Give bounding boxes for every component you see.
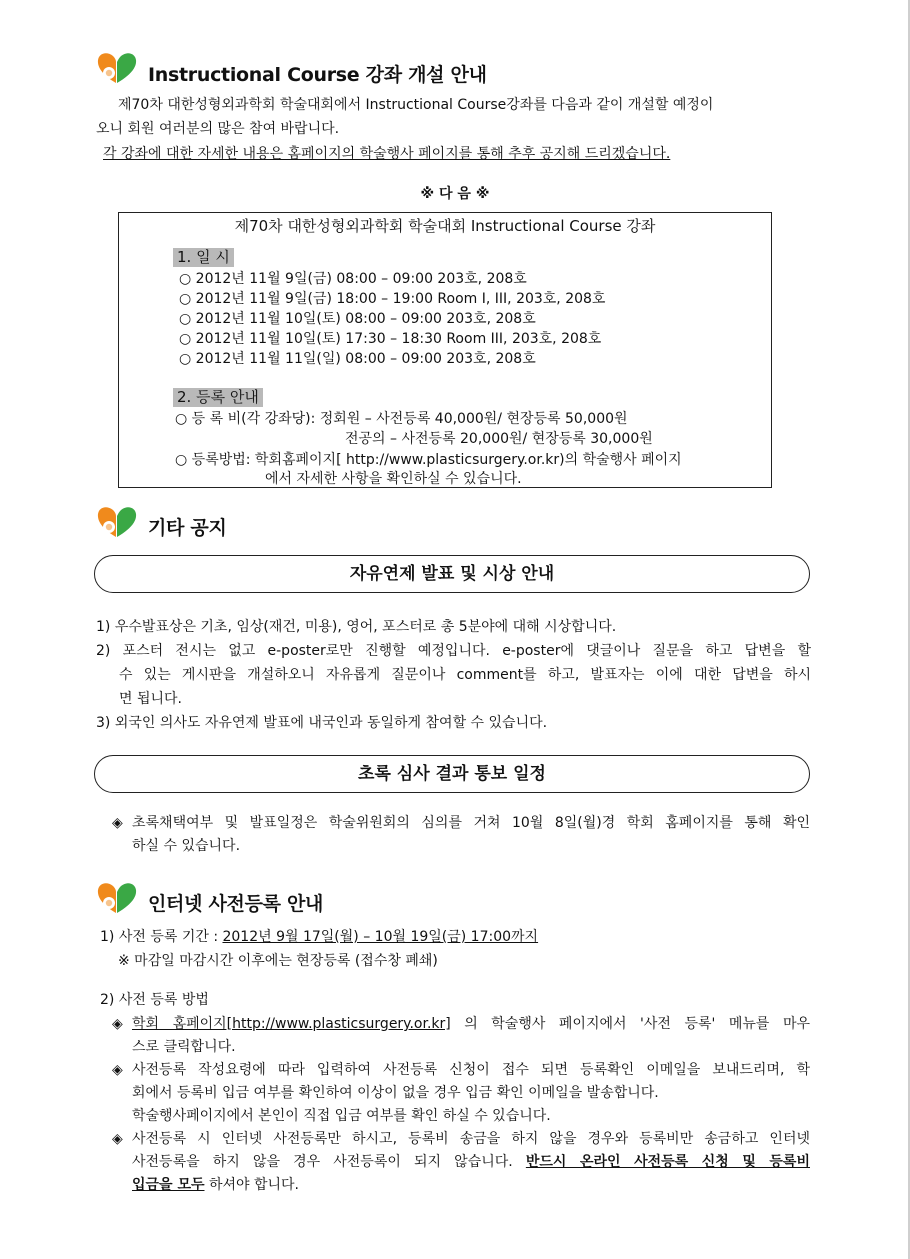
schedule-item: ○ 2012년 11월 10일(토) 08:00 – 09:00 203호, 208호 [179, 311, 536, 327]
section-title-instructional-course: Instructional Course 강좌 개설 안내 [148, 64, 487, 86]
free-paper-list [96, 615, 811, 735]
schedule-heading: 1. 일 시 [173, 248, 234, 267]
abstract-notice [112, 812, 812, 858]
method-line [132, 1013, 810, 1036]
period-value: 2012년 9월 17일(월) – 10월 19일(금) 17:00까지 [222, 929, 539, 945]
period-label: 1) 사전 등록 기간 : [100, 929, 223, 945]
intro-line: 제70차 대한성형외과학회 학술대회에서 Instructional Course강좌를 다음과 같이 개설할 예정이 [118, 97, 714, 113]
box-title: 제70차 대한성형외과학회 학술대회 Instructional Course 강좌 [234, 217, 656, 235]
method-line: 사전등록 작성요령에 따라 입력하여 사전등록 신청이 접수 되면 등록확인 이메일을 보내드리며, 학 [132, 1062, 810, 1078]
fee-line: 전공의 – 사전등록 20,000원/ 현장등록 30,000원 [345, 431, 653, 447]
society-logo-icon [96, 880, 138, 916]
abstract-result-heading: 초록 심사 결과 통보 일정 [94, 755, 810, 793]
method-label: 2) 사전 등록 방법 [100, 992, 209, 1008]
society-logo-icon [96, 504, 138, 540]
abstract-line: 하실 수 있습니다. [132, 838, 241, 854]
method-line [132, 1151, 810, 1174]
next-label: ※ 다 음 ※ [420, 186, 490, 202]
homepage-link[interactable]: 학회 홈페이지[http://www.plasticsurgery.or.kr] [132, 1016, 451, 1032]
schedule-item: ○ 2012년 11월 11일(일) 08:00 – 09:00 203호, 208호 [179, 351, 536, 367]
registration-period [100, 925, 538, 949]
diamond-bullet-icon: ◈ [112, 815, 123, 831]
method-text: 의 학술행사 페이지에서 '사전 등록' 메뉴를 마우 [450, 1016, 810, 1032]
method-text: 하셔야 합니다. [204, 1177, 299, 1193]
emphasis-text: 반드시 온라인 사전등록 신청 및 등록비 [525, 1154, 810, 1170]
schedule-item: ○ 2012년 11월 9일(금) 18:00 – 19:00 Room I, III, 203호, 208호 [179, 291, 606, 307]
section-title-online-registration: 인터넷 사전등록 안내 [148, 893, 324, 915]
intro-notice: 각 강좌에 대한 자세한 내용은 홈페이지의 학술행사 페이지를 통해 추후 공지해 드리겠습니다. [103, 146, 671, 162]
list-item: 수 있는 게시판을 개설하오니 자유롭게 질문이나 comment를 하고, 발표자는 이에 대한 답변을 하시 [119, 667, 811, 683]
diamond-bullet-icon: ◈ [112, 1062, 123, 1078]
method-line [132, 1174, 810, 1197]
method-line: 사전등록 시 인터넷 사전등록만 하시고, 등록비 송금을 하지 않을 경우와 등록비만 송금하고 인터넷 [132, 1131, 810, 1147]
method-line: 에서 자세한 사항을 확인하실 수 있습니다. [265, 471, 522, 487]
list-item: 2) 포스터 전시는 없고 e-poster로만 진행할 예정입니다. e-poster에 댓글이나 질문을 하고 답변을 할 [96, 643, 811, 659]
fee-line: ○ 등 록 비(각 강좌당): 정회원 – 사전등록 40,000원/ 현장등록 50,000원 [175, 411, 628, 427]
method-bullet [112, 1059, 812, 1129]
section-title-other-notices: 기타 공지 [148, 517, 227, 539]
method-text: 사전등록을 하지 않을 경우 사전등록이 되지 않습니다. [132, 1154, 526, 1170]
society-logo-icon [96, 50, 138, 86]
method-line: 스로 클릭합니다. [132, 1039, 236, 1055]
period-note: ※ 마감일 마감시간 이후에는 현장등록 (접수창 폐쇄) [118, 953, 438, 969]
list-item: 면 됩니다. [119, 691, 182, 707]
diamond-bullet-icon: ◈ [112, 1016, 123, 1032]
method-line: 학술행사페이지에서 본인이 직접 입금 여부를 확인 하실 수 있습니다. [132, 1108, 551, 1124]
method-bullet [112, 1013, 812, 1059]
list-item: 3) 외국인 의사도 자유연제 발표에 내국인과 동일하게 참여할 수 있습니다. [96, 715, 548, 731]
abstract-line: 초록채택여부 및 발표일정은 학술위원회의 심의를 거쳐 10월 8일(월)경 학회 홈페이지를 통해 확인 [132, 815, 810, 831]
method-line: 회에서 등록비 입금 여부를 확인하여 이상이 없을 경우 입금 확인 이메일을 발송합니다. [132, 1085, 659, 1101]
registration-heading: 2. 등록 안내 [173, 388, 263, 407]
intro-line: 오니 회원 여러분의 많은 참여 바랍니다. [96, 121, 340, 137]
diamond-bullet-icon: ◈ [112, 1131, 123, 1147]
list-item: 1) 우수발표상은 기초, 임상(재건, 미용), 영어, 포스터로 총 5분야에 대해 시상합니다. [96, 619, 617, 635]
free-paper-heading: 자유연제 발표 및 시상 안내 [94, 555, 810, 593]
schedule-item: ○ 2012년 11월 10일(토) 17:30 – 18:30 Room III, 203호, 208호 [179, 331, 602, 347]
method-bullet [112, 1128, 812, 1198]
schedule-item: ○ 2012년 11월 9일(금) 08:00 – 09:00 203호, 208호 [179, 271, 527, 287]
method-line: ○ 등록방법: 학회홈페이지[ http://www.plasticsurgery.or.kr)의 학술행사 페이지 [175, 452, 682, 468]
emphasis-text: 입금을 모두 [132, 1177, 205, 1193]
course-info-box [118, 212, 772, 488]
